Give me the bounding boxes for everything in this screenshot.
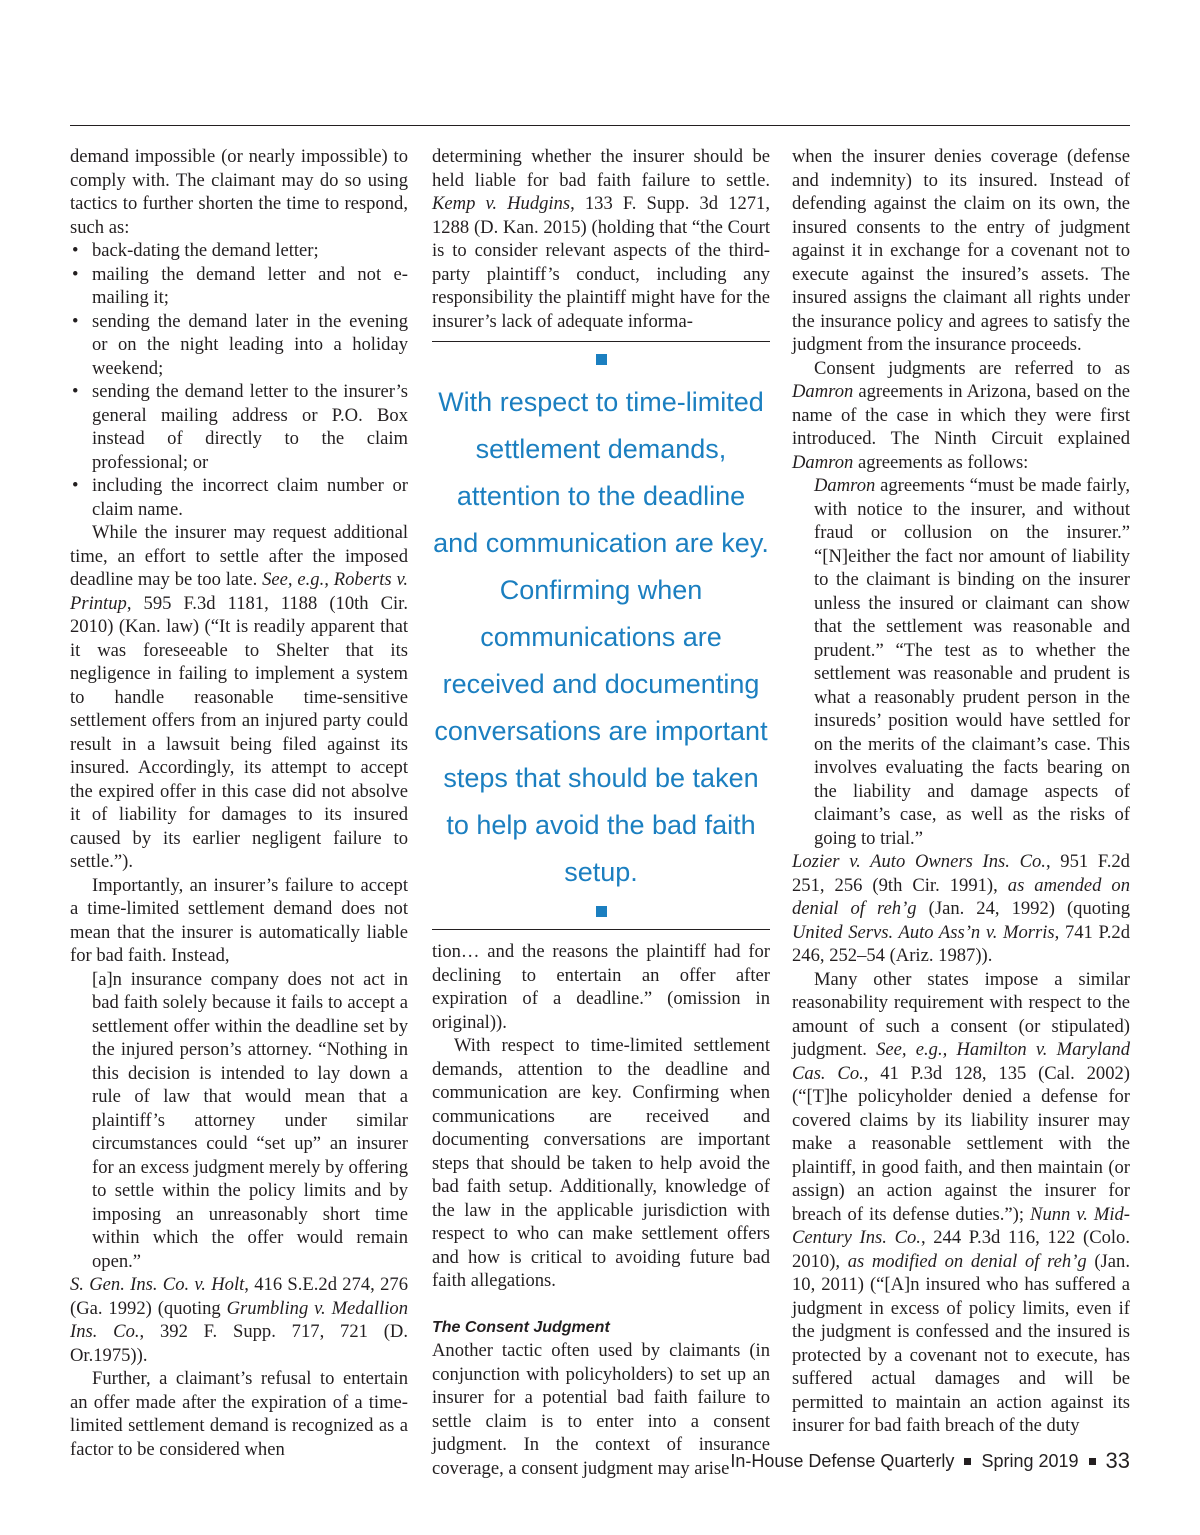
list-item: • mailing the demand letter and not e-mailing it; — [70, 263, 408, 310]
case-citation: United Servs. Auto Ass’n v. Morris — [792, 921, 1055, 943]
header-rule — [70, 125, 1130, 126]
list-item: • back-dating the demand letter; — [70, 239, 408, 263]
paragraph: demand impossible (or nearly impossible) to comply with. The claimant may do so using tactics to further shorten the time to respond, such as: — [70, 146, 408, 238]
list-item: • sending the demand letter to the insurer’s general mailing address or P.O. Box instead of directly to the claim professional; or — [70, 380, 408, 474]
block-quote: Damron agreements “must be made fairly, with notice to the insurer, and without fraud or collusion on the insurer.” “[N]either the fact nor amount of liability to the claimant is binding on the insurer unless the insured or claimant can show that the settlement was reasonable and prudent.” “The test as to whether the settlement was reasonable and prudent is what a reasonably prudent person in the insureds’ position would have settled for on the merits of the claimant’s case. This involves evaluating the facts bearing on the liability and damage aspects of claimant’s case, as well as the risks of going to trial.” — [814, 475, 1130, 849]
square-separator-icon — [1089, 1458, 1096, 1465]
case-citation: Grumbling v. Medallion Ins. Co. — [70, 1297, 408, 1342]
pull-quote-text: With respect to time-limited settlement demands, attention to the deadline and communication are key. Confirming when communications are received and documenting conversations are important steps that should be taken to help avoid the bad faith setup. — [433, 387, 769, 887]
citation-paragraph: S. Gen. Ins. Co. v. Holt, 416 S.E.2d 274, 276 (Ga. 1992) (quoting Grumbling v. Medallion Ins. Co., 392 F. Supp. 717, 721 (D. Or.1975)). — [70, 1274, 408, 1366]
case-citation: Nunn v. Mid-Century Ins. Co. — [792, 1203, 1130, 1248]
publication-name: In-House Defense Quarterly — [730, 1450, 955, 1471]
paragraph: Consent judgments are referred to as Damron agreements in Arizona, based on the name of the case in which they were first introduced. The Ninth Circuit explained Damron agreements as follows: — [792, 357, 1130, 473]
block-quote: [a]n insurance company does not act in bad faith solely because it fails to accept a settlement offer within the deadline set by the injured person’s attorney. “Nothing in this decision is intended to lay down a rule of law that would mean that a plaintiff’s attorney under similar circumstances could “set up” an insurer for an excess judgment merely by offering to settle within the policy limits and by imposing an unreasonably short time within which the offer would remain open.” — [92, 968, 408, 1272]
case-citation: S. Gen. Ins. Co. v. Holt — [70, 1274, 245, 1295]
square-separator-icon — [964, 1458, 971, 1465]
column-middle — [432, 145, 770, 1480]
case-citation: Lozier v. Auto Owners Ins. Co. — [792, 851, 1046, 872]
page-footer — [730, 1448, 1130, 1474]
column-right — [792, 145, 1130, 1438]
citation-paragraph: Lozier v. Auto Owners Ins. Co., 951 F.2d 251, 256 (9th Cir. 1991), as amended on denial of reh’g (Jan. 24, 1992) (quoting United Servs. Auto Ass’n v. Morris, 741 P.2d 246, 252–54 (Ariz. 1987)). — [792, 851, 1131, 966]
case-citation: See, e.g., Hamilton v. Maryland Cas. Co. — [792, 1039, 1130, 1084]
section-heading: The Consent Judgment — [432, 1318, 610, 1336]
pull-quote — [432, 341, 770, 930]
list-item: • sending the demand later in the evening or on the night leading into a holiday weekend; — [70, 310, 408, 381]
tactics-list — [70, 239, 408, 521]
square-ornament-icon — [596, 354, 607, 365]
paragraph: While the insurer may request additional time, an effort to settle after the imposed deadline may be too late. See, e.g., Roberts v. Printup, 595 F.3d 1181, 1188 (10th Cir. 2010) (Kan. law) (“It is readily apparent that it was foreseeable to Shelter that its negligence in failing to implement a system to handle reasonable time-sensitive settlement offers from an injured party could result in a lawsuit being filed against its insured. Accordingly, its attempt to accept the expired offer in this case did not absolve it of liability for damages to its insured caused by its earlier negligent failure to settle.”). — [70, 522, 408, 872]
paragraph: Importantly, an insurer’s failure to accept a time-limited settlement demand does not mean that the insurer is automatically liable for bad faith. Instead, — [70, 874, 408, 966]
paragraph: determining whether the insurer should be held liable for bad faith failure to settle. Kemp v. Hudgins, 133 F. Supp. 3d 1271, 1288 (D. Kan. 2015) (holding that “the Court is to consider relevant aspects of the third-party plaintiff’s conduct, including any responsibility the plaintiff might have for the insurer’s lack of adequate informa- — [432, 146, 770, 332]
paragraph: With respect to time-limited settlement demands, attention to the deadline and communication are key. Confirming when communications are received and documenting conversations are important steps that should be taken to help avoid the bad faith setup. Additionally, knowledge of the law in the applicable jurisdiction with respect to who can make settlement offers and how is critical to avoiding future bad faith allegations. — [432, 1035, 770, 1291]
square-ornament-icon — [596, 906, 607, 917]
column-left — [70, 145, 408, 1461]
paragraph: when the insurer denies coverage (defense and indemnity) to its insured. Instead of defending against the claim on its own, the insured consents to the entry of judgment against it in exchange for a covenant not to execute against the insured’s assets. The insured assigns the claimant all rights under the insurance policy and agrees to satisfy the judgment from the insurance proceeds. — [792, 146, 1130, 355]
case-citation: Damron — [814, 475, 876, 496]
paragraph: Many other states impose a similar reasonability requirement with respect to the amount of such a consent (or stipulated) judgment. See, e.g., Hamilton v. Maryland Cas. Co., 41 P.3d 128, 135 (Cal. 2002) (“[T]he policyholder denied a defense for covered claims by its liability insurer may make a reasonable settlement with the plaintiff, in good faith, and then maintain (or assign) an action against the insurer for breach of its defense duties.”); Nunn v. Mid-Century Ins. Co., 244 P.3d 116, 122 (Colo. 2010), as modified on denial of reh’g (Jan. 10, 2011) (“[A]n insured who has suffered a judgment in excess of policy limits, even if the judgment is confessed and the insured is protected by a covenant not to execute, has suffered actual damages and will be permitted to maintain an action against its insurer for bad faith breach of the duty — [792, 968, 1131, 1436]
paragraph: Another tactic often used by claimants (in conjunction with policyholders) to set up an insurer for a potential bad faith failure to settle claim is to enter into a consent judgment. In the context of insurance coverage, a consent judgment may arise — [432, 1340, 770, 1479]
paragraph: tion… and the reasons the plaintiff had for declining to entertain an offer after expiration of a deadline.” (omission in original)). — [432, 941, 770, 1033]
case-citation: Damron — [792, 381, 854, 402]
paragraph: Further, a claimant’s refusal to entertain an offer made after the expiration of a time-limited settlement demand is recognized as a factor to be considered when — [70, 1368, 408, 1460]
case-citation: Damron — [792, 451, 854, 473]
list-item: • including the incorrect claim number or claim name. — [70, 474, 408, 521]
page-number: 33 — [1105, 1448, 1130, 1473]
issue-date: Spring 2019 — [981, 1450, 1079, 1471]
case-citation: See, e.g., Roberts v. Printup — [70, 569, 408, 614]
case-citation: Kemp v. Hudgins — [432, 193, 571, 214]
